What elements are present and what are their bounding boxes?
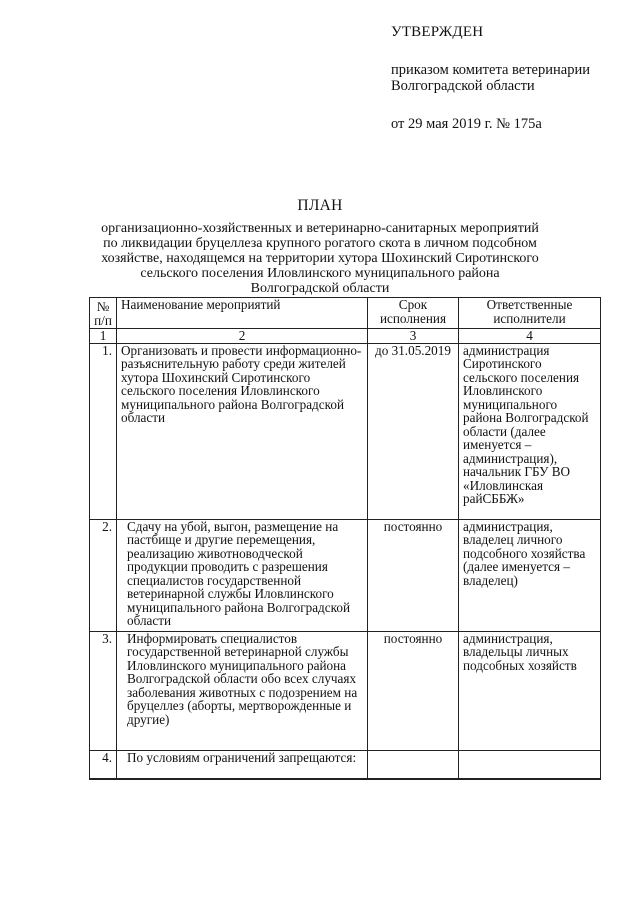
table-row (90, 519, 601, 631)
row-responsible (459, 750, 601, 779)
column-number: 3 (368, 329, 459, 344)
subtitle-line: сельского поселения Иловлинского муниципального района (140, 266, 500, 281)
row-measure: Сдачу на убой, выгон, размещение на пастбище и другие перемещения, реализацию животноводческой продукции проводить с разрешения специалистов государственной ветеринарной службы Иловлинского муниципального района Волгоградской области (117, 519, 368, 631)
row-number: 4. (90, 750, 117, 779)
row-number: 3. (90, 631, 117, 750)
table-row (90, 343, 601, 519)
header-responsible: Ответственные исполнители (459, 298, 601, 329)
table-header-row (90, 298, 601, 329)
table-row (90, 750, 601, 779)
column-number: 1 (90, 329, 117, 344)
subtitle-line: Волгоградской области (250, 281, 390, 296)
row-measure: Информировать специалистов государственной ветеринарной службы Иловлинского муниципального района Волгоградской области обо всех случаях заболевания животных с подозрением на бруцеллез (аборты, мертворожденные и другие) (117, 631, 368, 750)
row-responsible: администрация, владельцы личных подсобных хозяйств (459, 631, 601, 750)
approval-block (391, 24, 631, 132)
row-period: до 31.05.2019 (368, 343, 459, 519)
column-number-row (90, 329, 601, 344)
row-measure: По условиям ограничений запрещаются: (117, 750, 368, 779)
subtitle-line: хозяйстве, находящемся на территории хутора Шохинский Сиротинского (101, 251, 539, 266)
table-row (90, 631, 601, 750)
approval-order-line2: Волгоградской области (391, 78, 535, 94)
column-number: 4 (459, 329, 601, 344)
header-num: № п/п (90, 298, 117, 329)
row-number: 2. (90, 519, 117, 631)
approval-heading: УТВЕРЖДЕН (391, 24, 484, 40)
row-measure: Организовать и провести информационно-разъяснительную работу среди жителей хутора Шохинский Сиротинского сельского поселения Иловлинского муниципального района Волгоградской области (117, 343, 368, 519)
row-period (368, 750, 459, 779)
approval-order-line1: приказом комитета ветеринарии (391, 62, 590, 78)
plan-subtitle (0, 221, 640, 296)
measures-table (89, 297, 601, 780)
column-number: 2 (117, 329, 368, 344)
row-number: 1. (90, 343, 117, 519)
subtitle-line: организационно-хозяйственных и ветеринарно-санитарных мероприятий (101, 221, 539, 236)
row-responsible: администрация Сиротинского сельского поселения Иловлинского муниципального района Волгоградской области (далее именуется – администрация), начальник ГБУ ВО «Иловлинская райСББЖ» (459, 343, 601, 519)
header-period: Срок исполнения (368, 298, 459, 329)
row-period: постоянно (368, 519, 459, 631)
plan-title: ПЛАН (297, 197, 343, 214)
subtitle-line: по ликвидации бруцеллеза крупного рогатого скота в личном подсобном (103, 236, 537, 251)
approval-date-number: от 29 мая 2019 г. № 175а (391, 116, 542, 132)
row-responsible: администрация, владелец личного подсобного хозяйства (далее именуется – владелец) (459, 519, 601, 631)
row-period: постоянно (368, 631, 459, 750)
header-name: Наименование мероприятий (117, 298, 368, 329)
